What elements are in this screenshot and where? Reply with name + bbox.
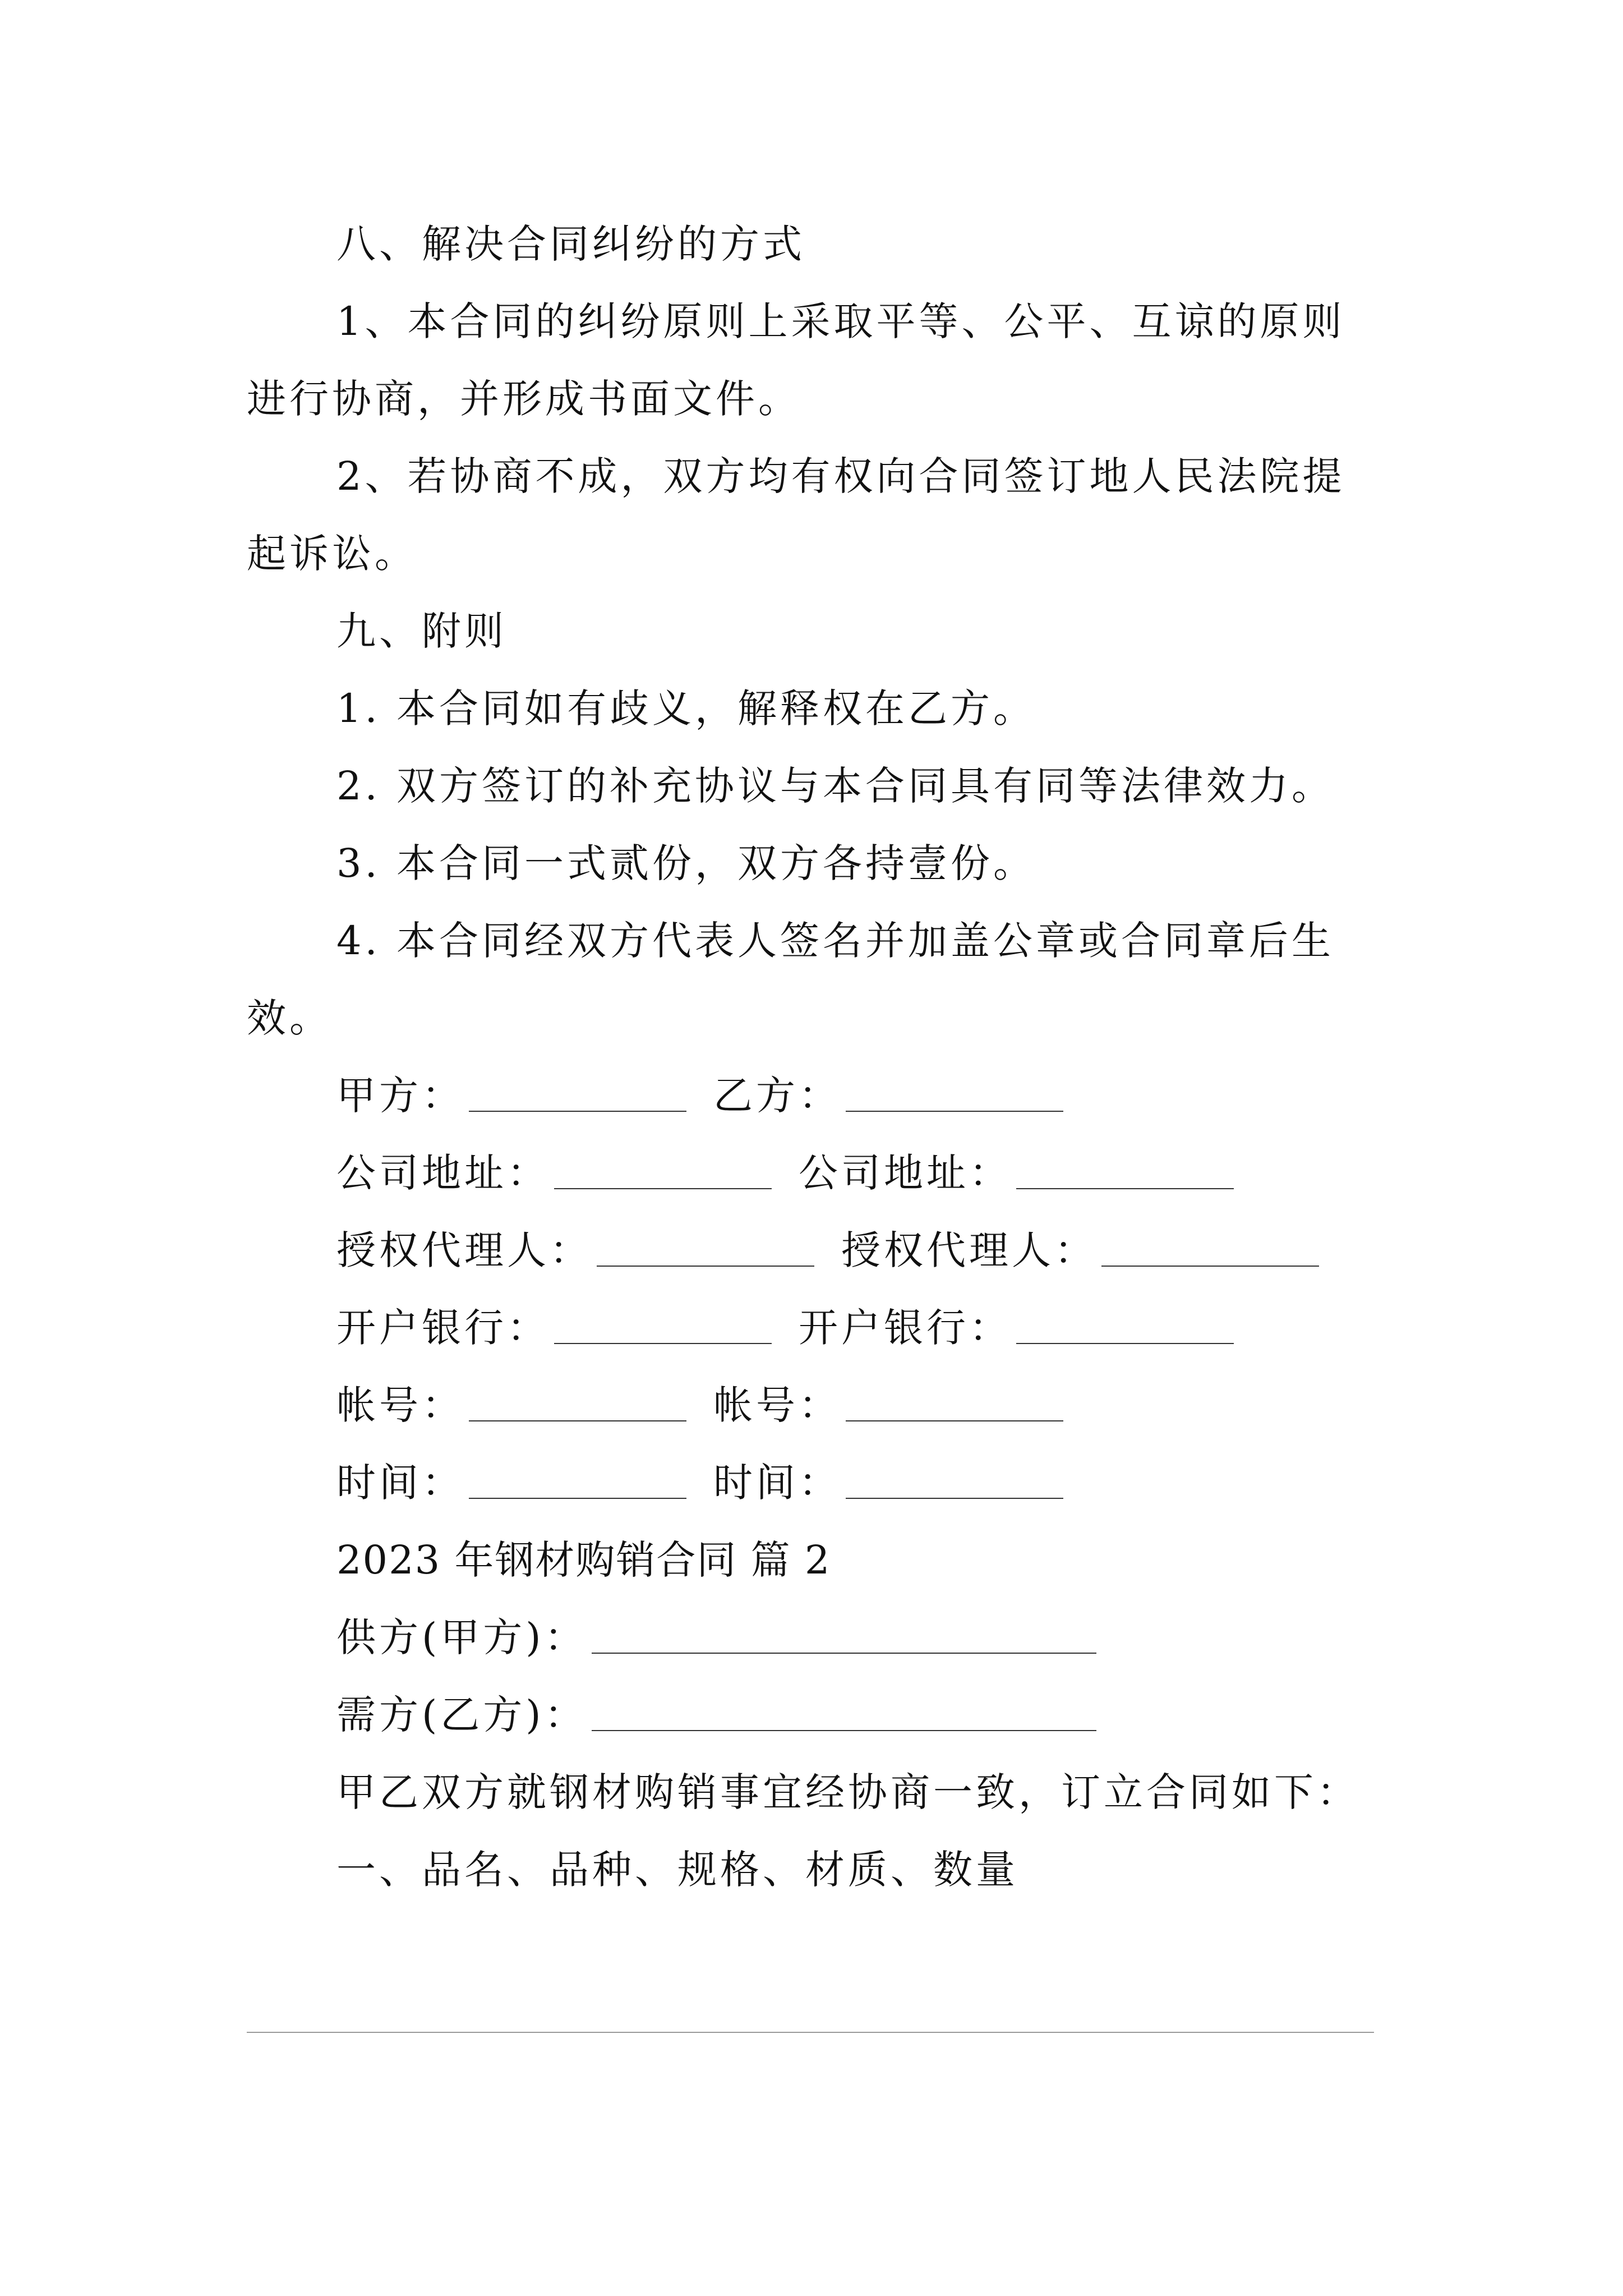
party-a-label: 甲方： [336, 1073, 464, 1119]
section-8-item-1-line-2: 进行协商，并形成书面文件。 [247, 376, 801, 422]
party-b-address-blank [1016, 1188, 1234, 1189]
supplier-blank [592, 1653, 1096, 1654]
party-a-time-label: 时间： [336, 1460, 464, 1506]
section-8-heading: 八、解决合同纠纷的方式 [336, 221, 805, 267]
section-8-item-1-line-1: 1、本合同的纠纷原则上采取平等、公平、互谅的原则 [336, 298, 1345, 344]
party-a-account-label: 帐号： [336, 1382, 464, 1428]
party-a-account-blank [469, 1420, 686, 1421]
party-b-label: 乙方： [713, 1073, 841, 1119]
buyer-blank [592, 1730, 1096, 1731]
signature-row-time [336, 1460, 1090, 1506]
party-b-account-label: 帐号： [713, 1382, 841, 1428]
section-8-item-2-line-2: 起诉讼。 [247, 531, 417, 577]
party-b-address-label: 公司地址： [799, 1150, 1012, 1196]
signature-row-account [336, 1382, 1090, 1428]
signature-row-address [336, 1150, 1261, 1196]
section-9-heading: 九、附则 [336, 608, 507, 654]
section-9-item-4-line-1: 4. 本合同经双方代表人签名并加盖公章或合同章后生 [336, 918, 1335, 964]
section-9-item-2: 2. 双方签订的补充协议与本合同具有同等法律效力。 [336, 763, 1335, 809]
party-a-address-blank [554, 1188, 772, 1189]
section-8-item-2-line-1: 2、若协商不成，双方均有权向合同签订地人民法院提 [336, 453, 1345, 499]
party-a-bank-label: 开户银行： [336, 1305, 550, 1351]
party-b-agent-blank [1101, 1266, 1319, 1267]
section-9-item-4-line-2: 效。 [247, 995, 332, 1041]
party-b-account-blank [846, 1420, 1063, 1421]
party-b-agent-label: 授权代理人： [841, 1227, 1097, 1273]
signature-row-party [336, 1073, 1090, 1119]
party-a-time-blank [469, 1498, 686, 1499]
party-b-bank-blank [1016, 1343, 1234, 1344]
party-b-blank [846, 1111, 1063, 1112]
section-9-item-1: 1. 本合同如有歧义，解释权在乙方。 [336, 685, 1036, 731]
party-a-bank-blank [554, 1343, 772, 1344]
buyer-row [336, 1692, 1123, 1738]
footer-divider [247, 2032, 1374, 2033]
signature-row-bank [336, 1305, 1261, 1351]
party-a-agent-blank [597, 1266, 814, 1267]
signature-row-agent [336, 1227, 1346, 1273]
contract-2-section-1-heading: 一、品名、品种、规格、材质、数量 [336, 1847, 1018, 1893]
party-b-bank-label: 开户银行： [799, 1305, 1012, 1351]
section-9-item-3: 3. 本合同一式贰份，双方各持壹份。 [336, 840, 1036, 886]
buyer-label: 需方(乙方)： [336, 1692, 587, 1738]
party-b-time-blank [846, 1498, 1063, 1499]
party-a-address-label: 公司地址： [336, 1150, 550, 1196]
party-a-agent-label: 授权代理人： [336, 1227, 592, 1273]
contract-2-title: 2023 年钢材购销合同 篇 2 [336, 1537, 831, 1583]
supplier-row [336, 1614, 1123, 1660]
supplier-label: 供方(甲方)： [336, 1614, 587, 1660]
contract-2-intro: 甲乙双方就钢材购销事宜经协商一致，订立合同如下： [336, 1769, 1359, 1815]
party-b-time-label: 时间： [713, 1460, 841, 1506]
party-a-blank [469, 1111, 686, 1112]
